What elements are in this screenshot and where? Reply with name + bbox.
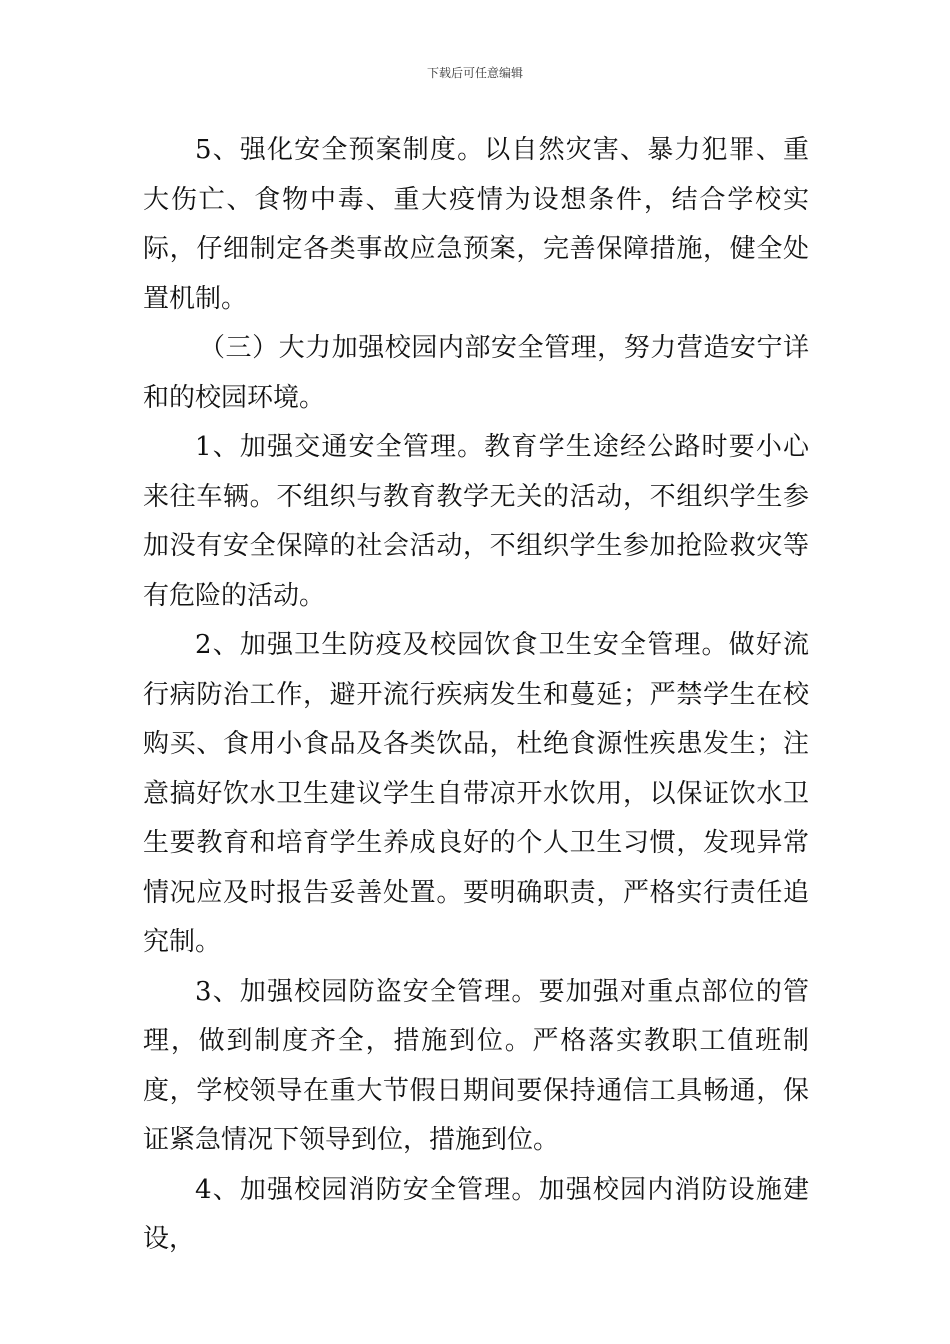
paragraph-health-food-safety: 2、加强卫生防疫及校园饮食卫生安全管理。做好流行病防治工作，避开流行疾病发生和蔓延；严禁学生在校购买、食用小食品及各类饮品，杜绝食源性疾患发生；注意搞好饮水卫生建议学生自带凉开水饮用，以保证饮水卫生要教育和培育学生养成良好的个人卫生习惯，发现异常情况应及时报告妥善处置。要明确职责，严格实行责任追究制。 bbox=[143, 630, 809, 957]
paragraph-traffic-safety: 1、加强交通安全管理。教育学生途经公路时要小心来往车辆。不组织与教育教学无关的活动，不组织学生参加没有安全保障的社会活动，不组织学生参加抢险救灾等有危险的活动。 bbox=[143, 432, 809, 611]
paragraph-fire-safety: 4、加强校园消防安全管理。加强校园内消防设施建设， bbox=[143, 1174, 809, 1254]
paragraph-anti-theft: 3、加强校园防盗安全管理。要加强对重点部位的管理，做到制度齐全，措施到位。严格落实教职工值班制度，学校领导在重大节假日期间要保持通信工具畅通，保证紧急情况下领导到位，措施到位。 bbox=[143, 976, 809, 1155]
header-note: 下载后可任意编辑 bbox=[426, 66, 523, 80]
document-body bbox=[143, 126, 809, 1265]
paragraph-emergency-plan: 5、强化安全预案制度。以自然灾害、暴力犯罪、重大伤亡、食物中毒、重大疫情为设想条件，结合学校实际，仔细制定各类事故应急预案，完善保障措施，健全处置机制。 bbox=[143, 135, 809, 314]
section-heading-campus-safety: （三）大力加强校园内部安全管理，努力营造安宁详和的校园环境。 bbox=[143, 333, 809, 413]
